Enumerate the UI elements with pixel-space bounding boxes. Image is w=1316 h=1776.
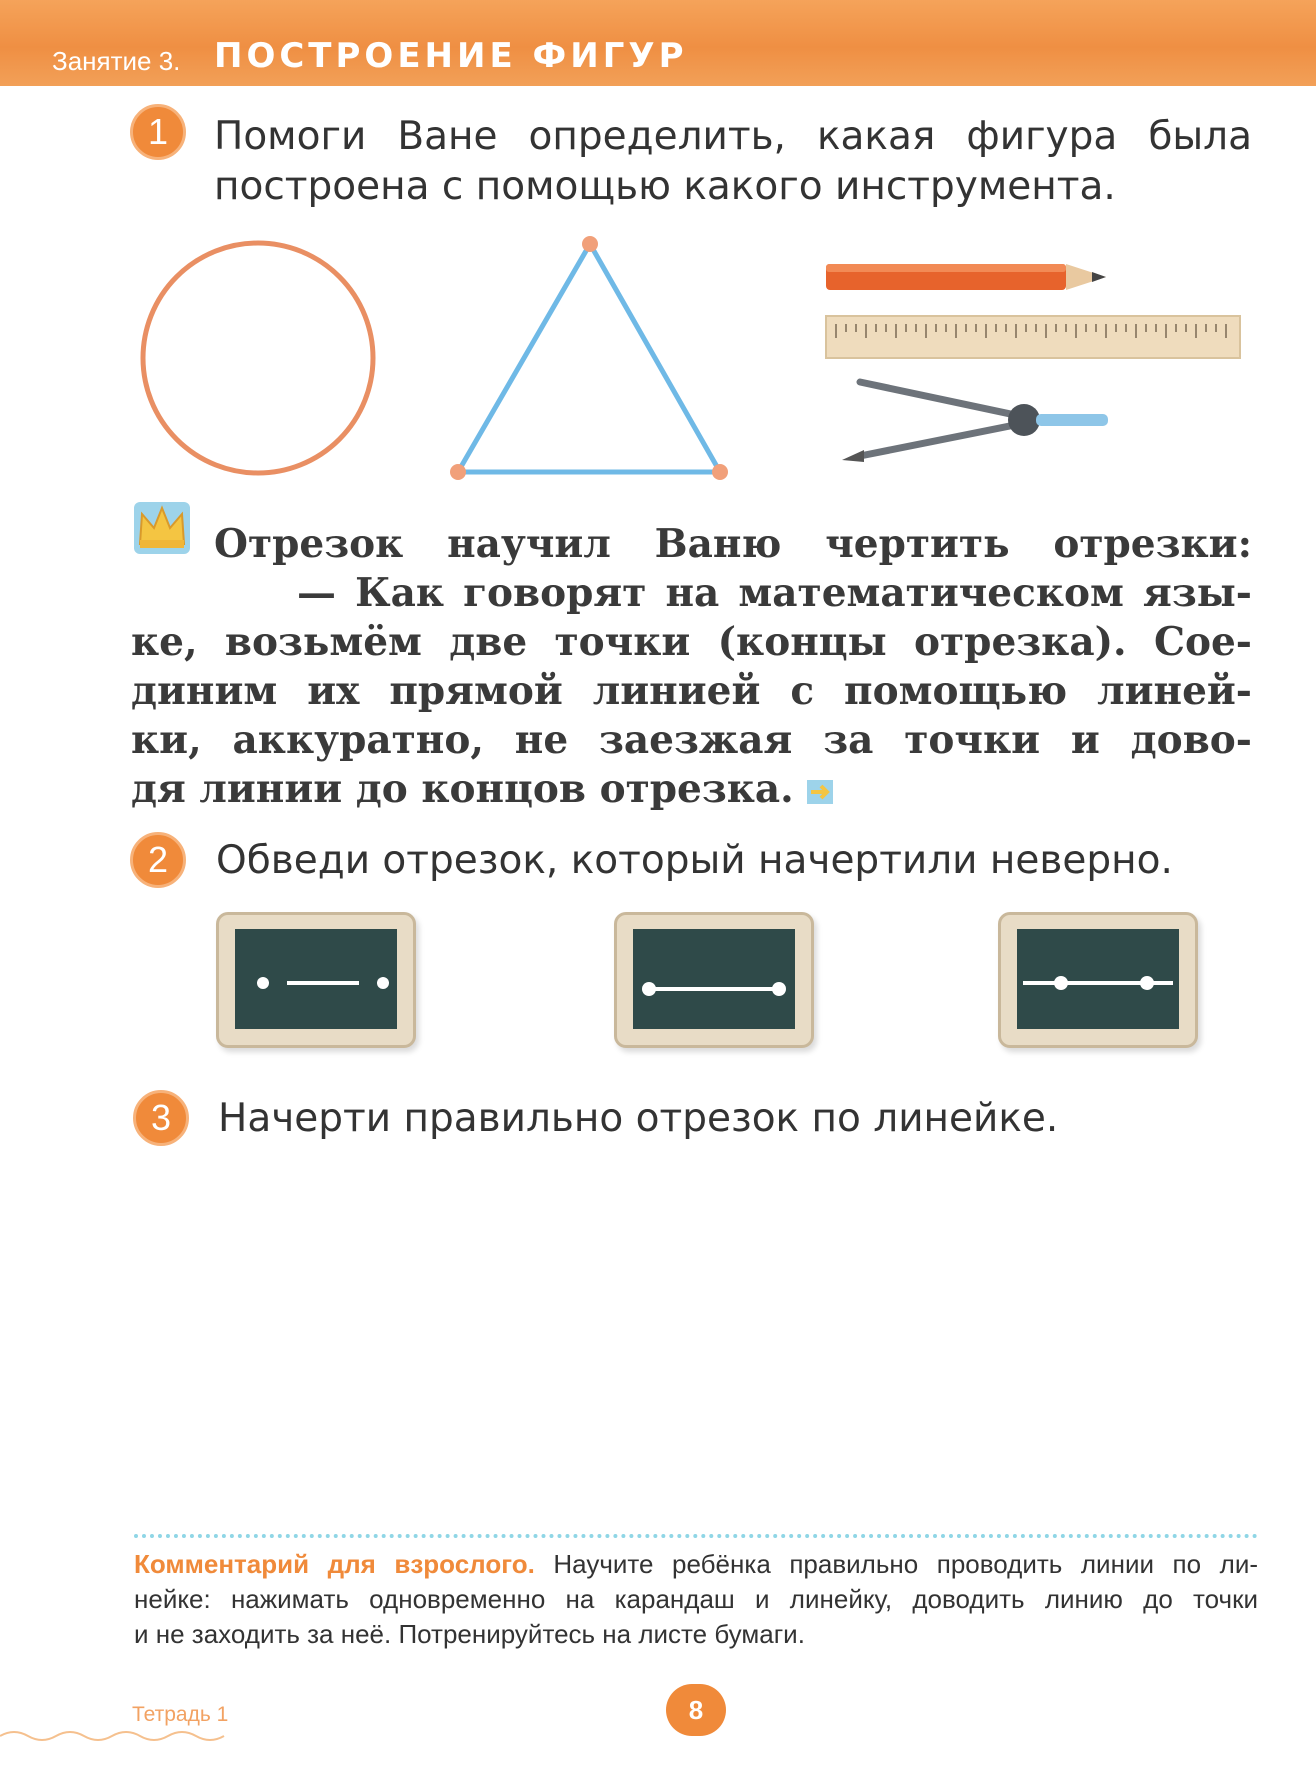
board-1[interactable] — [216, 912, 416, 1048]
page-number: 8 — [666, 1684, 726, 1736]
task-number-2: 2 — [130, 832, 186, 888]
pencil-icon — [826, 264, 1106, 290]
story-line: ки, аккуратно, не заезжая за точки и дово- — [131, 717, 1252, 763]
figures-illustration — [120, 228, 1260, 488]
comment-line: Комментарий для взрослого. Научите ребёнка правильно проводить линии по ли- — [134, 1549, 1258, 1579]
story-text-rest — [131, 618, 1252, 814]
task-1-line: Помоги Ване определить, какая фигура была — [214, 114, 1252, 159]
task-1-text — [214, 112, 1252, 212]
triangle-icon — [450, 236, 728, 480]
segment-1 — [235, 929, 397, 1029]
comment-line: и не заходить за неё. Потренируйтесь на листе бумаги. — [134, 1619, 805, 1649]
story-text-first — [214, 520, 1252, 569]
board-1-slate — [235, 929, 397, 1029]
adult-comment — [134, 1547, 1258, 1652]
crown-icon — [130, 498, 194, 558]
lesson-label: Занятие 3. — [52, 46, 181, 76]
task-1-line: построена с помощью какого инструмента. — [214, 164, 1116, 209]
task-2-text — [216, 836, 1206, 886]
task-3-line: Начерти правильно отрезок по линейке. — [218, 1096, 1059, 1141]
footer-book-label: Тетрадь 1 — [132, 1703, 229, 1726]
comment-label: Комментарий для взрослого. — [134, 1549, 535, 1579]
task-3-text — [218, 1094, 1084, 1144]
lesson-title: ПОСТРОЕНИЕ ФИГУР — [214, 36, 688, 76]
arrow-right-icon — [807, 780, 833, 804]
board-2-slate — [633, 929, 795, 1029]
story-line: дя линии до концов отрезка. — [131, 765, 1252, 814]
segment-2 — [633, 929, 795, 1029]
circle-icon — [143, 243, 373, 473]
task-2-line: Обведи отрезок, который начертили неверно. — [216, 838, 1173, 883]
story-line: — Как говорят на математическом язы- — [297, 570, 1252, 616]
segment-3 — [1017, 929, 1179, 1029]
task-number-1: 1 — [130, 104, 186, 160]
story-line: ке, возьмём две точки (концы отрезка). Сое- — [131, 619, 1252, 665]
board-3[interactable] — [998, 912, 1198, 1048]
comment-divider — [134, 1534, 1258, 1538]
board-2[interactable] — [614, 912, 814, 1048]
compass-icon — [842, 382, 1108, 462]
story-line: Отрезок научил Ваню чертить отрезки: — [214, 521, 1252, 567]
wave-decoration — [0, 1728, 230, 1744]
task-number-3: 3 — [133, 1090, 189, 1146]
comment-line: нейке: нажимать одновременно на карандаш и линейку, доводить линию до точки — [134, 1584, 1258, 1614]
board-3-slate — [1017, 929, 1179, 1029]
page-header — [0, 0, 1316, 86]
story-text-second — [297, 569, 1252, 618]
story-line: диним их прямой линией с помощью линей- — [131, 668, 1252, 714]
ruler-icon — [826, 316, 1240, 358]
